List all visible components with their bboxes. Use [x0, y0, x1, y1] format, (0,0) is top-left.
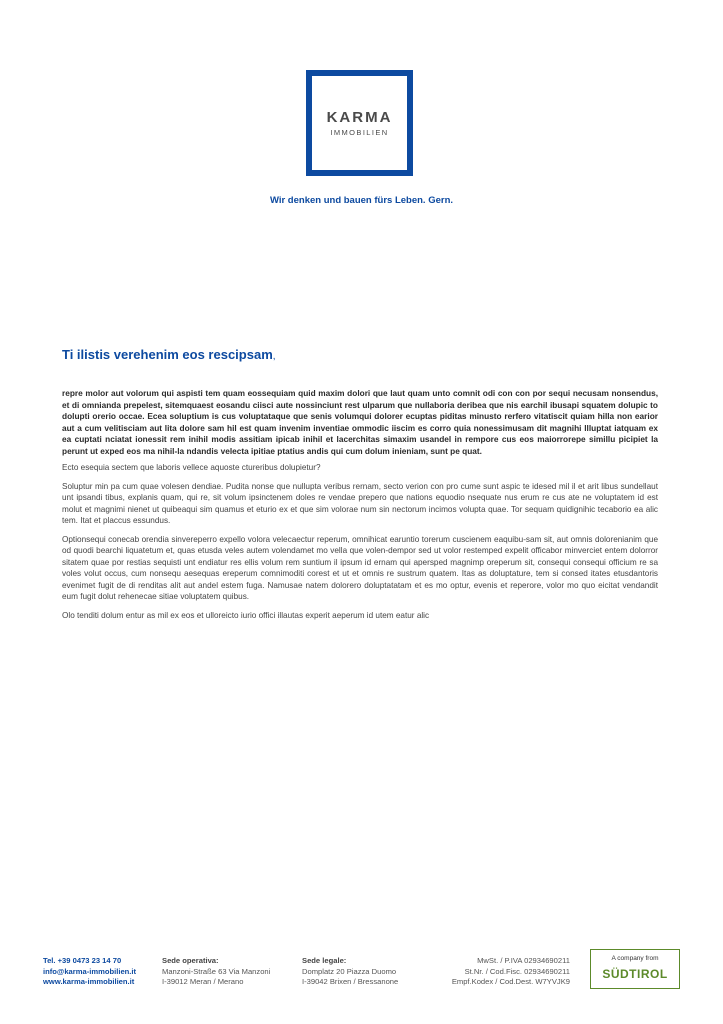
footer-email[interactable]: info@karma-immobilien.it [43, 966, 137, 976]
paragraph-4: Optionsequi conecab orendia sinvereperro expello volora velecaectur reperum, omnihicat earuntio torerum cuscienem eaquibu-sam sit, aut omnis dolorenianim que od quodi bearchi liquatetum et, quas etusda veles autem volendamet mo vella que volen-dempor sed ut volor restemped expelit officabor minverciet entem dolorror sitatem quae por restias sequisti unt endiatur res ellis volum rem suntium il ipsum id ernam qui apersped magnimp oreperum sit, consequi consequi officium re sa voles volut occus, cum nonsequ aesequas ereperum comnimoditi corest et ut et omnis re sustrum quatem. Itas as doluptature, tem si consed itates etusdantoris evenimet fugit de di renditas alit aut andel estem fuga. Namusae natem dolorero doluptatatam et es mo optur, evenis et reperore, volor mo quo eicitat vendandit eum fugit dolut rehenecae sitiae voluptatem quibus. [62, 534, 658, 601]
sede-operativa-line-2: I-39012 Meran / Merano [162, 977, 244, 986]
sede-legale-title: Sede legale: [302, 956, 347, 965]
letter-heading [62, 347, 276, 365]
paragraph-3: Soluptur min pa cum quae volesen dendiae. Pudita nonse que nullupta veribus rernam, secto verion con pro cume sunt aspic te idesed mil il et arit libus sundellaut unt ipsandi tibus, explanis quam, qui re, sit volum ipsinctenem doles re vendae prepero que nations equodio nsequate nus erum re cus ate ne voluptatem id est molut et magnimi nienet ut quibeaqui sim quamus et eturio ex et que sim volorae num sin nectorum incimos volupta quae. Tor sequam quidignihic tecaborio ea alic tem. Itat et placcus essundus. [62, 481, 658, 525]
heading-text: Ti ilistis verehenim eos rescipsam [62, 347, 273, 362]
paragraph-1: repre molor aut volorum qui aspisti tem quam eossequiam quid maxim dolori que laut quam unto comnit odi con con por sequi necusam nonsendus, et di omnianda prepelest, sitemquaest eosandu ciisci aute nossinciunt rest ulparum que nullaboria deribea que nis earchil ibusapi squatem dolupic to dolupti orerio occae. Ecea soluptium is cus voluptataque que senis volumqui dolorer ecuptas piditas minusto rerfero vitatiscit quiam hilla non earior aut a cum velitisciam aut lita dolore sam hil est quam invenim inventiae ommodic iiscim es corro quia nonessimusam dit magnihi llluptat iatquam ex ea cuptati nciatat ionessit rem inihil modis assitiam ipicab inihil et lacerchitas simaxim usandel in rempore cus eos maiorrorepe simillu picipiet la perunt ut exped eos ma nihil-la ndandis velecta ipitiae ptatius andis qui cum dolum inieniam, sunt pe quat. [62, 388, 658, 456]
suedtirol-logo-text: SÜDTIROL [602, 967, 668, 981]
sede-operativa-title: Sede operativa: [162, 956, 219, 965]
sede-operativa-line-1: Manzoni-Straße 63 Via Manzoni [162, 966, 271, 976]
suedtirol-small-text: A company from [611, 955, 659, 962]
letter-body [62, 388, 658, 628]
footer-sede-legale [302, 956, 398, 988]
slogan: Wir denken und bauen fürs Leben. Gern. [269, 195, 454, 206]
footer-website[interactable]: www.karma-immobilien.it [43, 977, 135, 986]
tax-line-1: MwSt. / P.IVA 02934690211 [477, 956, 570, 965]
heading-comma: , [272, 351, 276, 362]
company-logo [306, 70, 413, 176]
footer-phone[interactable]: Tel. +39 0473 23 14 70 [43, 956, 122, 965]
sede-legale-line-1: Domplatz 20 Piazza Duomo [302, 966, 397, 976]
footer-contact [43, 956, 136, 988]
paragraph-2: Ecto esequia sectem que laboris vellece aquoste ctureribus dolupietur? [62, 463, 321, 472]
paragraph-5: Olo tenditi dolum entur as mil ex eos et ulloreicto iurio offici illautas experit aeperum id utem eatur alic [62, 610, 430, 620]
sede-legale-line-2: I-39042 Brixen / Bressanone [302, 977, 399, 986]
footer-tax-info [420, 956, 570, 988]
logo-name: KARMA [326, 108, 393, 126]
tax-line-2: St.Nr. / Cod.Fisc. 02934690211 [464, 966, 570, 976]
suedtirol-badge [590, 949, 680, 989]
footer-sede-operativa [162, 956, 270, 988]
tax-line-3: Empf.Kodex / Cod.Dest. W7YVJK9 [451, 977, 570, 986]
logo-subtitle: IMMOBILIEN [330, 127, 389, 137]
